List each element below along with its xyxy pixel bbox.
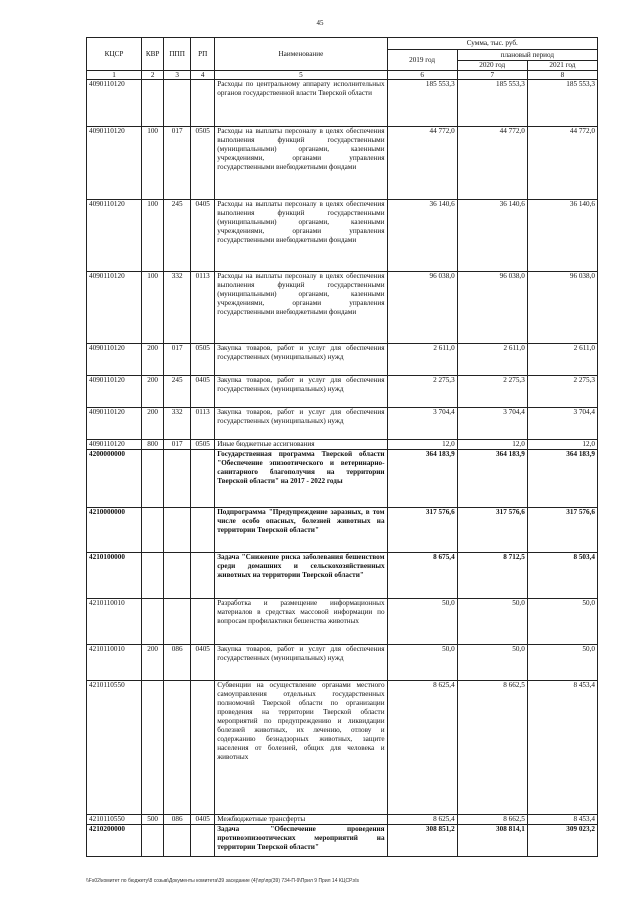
table-row (87, 681, 598, 815)
value-2021-cell: 44 772,0 (527, 127, 597, 200)
ppp-cell (164, 825, 191, 857)
kvr-cell: 500 (142, 815, 164, 825)
value-2019-cell: 96 038,0 (387, 272, 457, 344)
value-2020-cell: 36 140,6 (457, 200, 527, 272)
value-2019-cell: 8 625,4 (387, 681, 457, 815)
value-2020-cell: 2 275,3 (457, 376, 527, 408)
value-2021-cell: 2 275,3 (527, 376, 597, 408)
ppp-cell (164, 599, 191, 645)
table-row (87, 508, 598, 553)
value-2020-cell: 50,0 (457, 645, 527, 681)
value-2021-cell: 364 183,9 (527, 450, 597, 508)
kcsr-cell: 4090110120 (87, 127, 142, 200)
table-header (87, 38, 598, 71)
kvr-cell (142, 599, 164, 645)
ppp-cell: 086 (164, 645, 191, 681)
value-2021-cell: 50,0 (527, 645, 597, 681)
kcsr-cell: 4210110010 (87, 645, 142, 681)
kcsr-cell: 4210110550 (87, 681, 142, 815)
table-row (87, 450, 598, 508)
value-2019-cell: 2 611,0 (387, 344, 457, 376)
kvr-cell: 100 (142, 272, 164, 344)
kcsr-cell: 4200000000 (87, 450, 142, 508)
rp-cell (191, 681, 215, 815)
header-ppp: ППП (164, 38, 191, 71)
value-2019-cell: 12,0 (387, 440, 457, 450)
value-2019-cell: 364 183,9 (387, 450, 457, 508)
value-2020-cell: 308 814,1 (457, 825, 527, 857)
kcsr-cell: 4210110010 (87, 599, 142, 645)
value-2020-cell: 50,0 (457, 599, 527, 645)
rp-cell: 0113 (191, 272, 215, 344)
column-index: 5 (215, 71, 387, 80)
kvr-cell: 200 (142, 645, 164, 681)
kvr-cell (142, 553, 164, 599)
name-cell: Закупка товаров, работ и услуг для обеспечения государственных (муниципальных) нужд (215, 645, 387, 681)
header-kvr: КВР (142, 38, 164, 71)
value-2019-cell: 36 140,6 (387, 200, 457, 272)
kvr-cell: 100 (142, 200, 164, 272)
header-year-2019: 2019 год (387, 50, 457, 71)
table-row (87, 599, 598, 645)
kcsr-cell: 4090110120 (87, 408, 142, 440)
ppp-cell: 245 (164, 200, 191, 272)
value-2020-cell: 8 662,5 (457, 815, 527, 825)
table-row (87, 80, 598, 127)
rp-cell: 0505 (191, 127, 215, 200)
table-row (87, 127, 598, 200)
rp-cell (191, 80, 215, 127)
ppp-cell: 332 (164, 272, 191, 344)
rp-cell: 0505 (191, 440, 215, 450)
value-2020-cell: 8 712,5 (457, 553, 527, 599)
header-name: Наименование (215, 38, 387, 71)
name-cell: Задача "Снижение риска заболевания бешенством среди домашних и сельскохозяйственных животных на территории Тверской области" (215, 553, 387, 599)
value-2021-cell: 185 553,3 (527, 80, 597, 127)
ppp-cell: 086 (164, 815, 191, 825)
kcsr-cell: 4090110120 (87, 344, 142, 376)
name-cell: Задача "Обеспечение проведения противоэпизоотических мероприятий на территории Тверской области" (215, 825, 387, 857)
name-cell: Межбюджетные трансферты (215, 815, 387, 825)
value-2021-cell: 8 453,4 (527, 815, 597, 825)
rp-cell (191, 599, 215, 645)
value-2019-cell: 2 275,3 (387, 376, 457, 408)
ppp-cell (164, 450, 191, 508)
value-2019-cell: 50,0 (387, 645, 457, 681)
header-planned-period: плановый период (457, 50, 597, 61)
kcsr-cell: 4090110120 (87, 272, 142, 344)
value-2021-cell: 3 704,4 (527, 408, 597, 440)
table-row (87, 272, 598, 344)
value-2021-cell: 317 576,6 (527, 508, 597, 553)
value-2021-cell: 309 023,2 (527, 825, 597, 857)
kvr-cell: 100 (142, 127, 164, 200)
kcsr-cell: 4210000000 (87, 508, 142, 553)
name-cell: Расходы на выплаты персоналу в целях обеспечения выполнения функций государственными (муниципальными) органами, казенными учреждениями, органами управления государственными внебюджетными фондами (215, 200, 387, 272)
table-row (87, 815, 598, 825)
table-row (87, 344, 598, 376)
value-2020-cell: 185 553,3 (457, 80, 527, 127)
name-cell: Расходы на выплаты персоналу в целях обеспечения выполнения функций государственными (муниципальными) органами, казенными учреждениями, органами управления государственными внебюджетными фондами (215, 127, 387, 200)
column-index: 4 (191, 71, 215, 80)
ppp-cell (164, 508, 191, 553)
rp-cell: 0405 (191, 645, 215, 681)
ppp-cell (164, 80, 191, 127)
kcsr-cell: 4090110120 (87, 80, 142, 127)
value-2021-cell: 36 140,6 (527, 200, 597, 272)
header-rp: РП (191, 38, 215, 71)
kvr-cell (142, 825, 164, 857)
kcsr-cell: 4210110550 (87, 815, 142, 825)
column-index: 1 (87, 71, 142, 80)
name-cell: Расходы на выплаты персоналу в целях обеспечения выполнения функций государственными (муниципальными) органами, казенными учреждениями, органами управления государственными внебюджетными фондами (215, 272, 387, 344)
kvr-cell: 200 (142, 344, 164, 376)
value-2020-cell: 2 611,0 (457, 344, 527, 376)
column-index: 2 (142, 71, 164, 80)
name-cell: Разработка и размещение информационных материалов в средствах массовой информации по вопросам профилактики бешенства животных (215, 599, 387, 645)
header-kcsr: КЦСР (87, 38, 142, 71)
table-body (87, 71, 598, 857)
value-2020-cell: 96 038,0 (457, 272, 527, 344)
kvr-cell (142, 508, 164, 553)
name-cell: Закупка товаров, работ и услуг для обеспечения государственных (муниципальных) нужд (215, 344, 387, 376)
file-path-footer: \\Fs02\комитет по бюджету\8 созыв\Документы комитета\39 заседание (4)\пр\пр(39) 734-П-9\Прил 9 Прил 14 КЦСР.xls (86, 878, 359, 884)
kvr-cell (142, 80, 164, 127)
kcsr-cell: 4210100000 (87, 553, 142, 599)
page-number: 45 (316, 19, 324, 27)
value-2021-cell: 2 611,0 (527, 344, 597, 376)
value-2020-cell: 44 772,0 (457, 127, 527, 200)
rp-cell (191, 553, 215, 599)
value-2020-cell: 317 576,6 (457, 508, 527, 553)
table-row (87, 200, 598, 272)
rp-cell (191, 450, 215, 508)
value-2020-cell: 3 704,4 (457, 408, 527, 440)
budget-table (86, 37, 598, 857)
rp-cell: 0505 (191, 344, 215, 376)
ppp-cell (164, 553, 191, 599)
column-index-row (87, 71, 598, 80)
value-2019-cell: 8 675,4 (387, 553, 457, 599)
value-2020-cell: 364 183,9 (457, 450, 527, 508)
name-cell: Подпрограмма "Предупреждение заразных, в том числе особо опасных, болезней животных на территории Тверской области" (215, 508, 387, 553)
value-2021-cell: 50,0 (527, 599, 597, 645)
name-cell: Закупка товаров, работ и услуг для обеспечения государственных (муниципальных) нужд (215, 408, 387, 440)
kvr-cell: 800 (142, 440, 164, 450)
name-cell: Расходы по центральному аппарату исполнительных органов государственной власти Тверской области (215, 80, 387, 127)
column-index: 3 (164, 71, 191, 80)
kcsr-cell: 4090110120 (87, 200, 142, 272)
name-cell: Иные бюджетные ассигнования (215, 440, 387, 450)
value-2019-cell: 185 553,3 (387, 80, 457, 127)
ppp-cell: 245 (164, 376, 191, 408)
kvr-cell (142, 450, 164, 508)
rp-cell: 0405 (191, 815, 215, 825)
column-index: 8 (527, 71, 597, 80)
value-2019-cell: 44 772,0 (387, 127, 457, 200)
kvr-cell: 200 (142, 408, 164, 440)
name-cell: Субвенции на осуществление органами местного самоуправления отдельных государственных полномочий Тверской области по организации проведения на территории Тверской области мероприятий по предупреждению и ликвидации болезней животных, их лечению, отлову и содержанию безнадзорных животных, защите населения от болезней, общих для человека и животных (215, 681, 387, 815)
header-sum: Сумма, тыс. руб. (387, 38, 597, 50)
table-row (87, 825, 598, 857)
value-2020-cell: 12,0 (457, 440, 527, 450)
kvr-cell: 200 (142, 376, 164, 408)
table-row (87, 645, 598, 681)
table-row (87, 376, 598, 408)
header-year-2020: 2020 год (457, 61, 527, 71)
kcsr-cell: 4210200000 (87, 825, 142, 857)
rp-cell (191, 825, 215, 857)
kcsr-cell: 4090110120 (87, 440, 142, 450)
value-2019-cell: 308 851,2 (387, 825, 457, 857)
table-row (87, 408, 598, 440)
name-cell: Закупка товаров, работ и услуг для обеспечения государственных (муниципальных) нужд (215, 376, 387, 408)
ppp-cell: 332 (164, 408, 191, 440)
column-index: 6 (387, 71, 457, 80)
value-2021-cell: 12,0 (527, 440, 597, 450)
value-2020-cell: 8 662,5 (457, 681, 527, 815)
value-2021-cell: 8 453,4 (527, 681, 597, 815)
kvr-cell (142, 681, 164, 815)
rp-cell: 0405 (191, 376, 215, 408)
column-index: 7 (457, 71, 527, 80)
name-cell: Государственная программа Тверской области "Обеспечение эпизоотического и ветеринарно-санитарного благополучия на территории Тверской области" на 2017 - 2022 годы (215, 450, 387, 508)
rp-cell: 0113 (191, 408, 215, 440)
ppp-cell: 017 (164, 344, 191, 376)
value-2021-cell: 8 503,4 (527, 553, 597, 599)
header-year-2021: 2021 год (527, 61, 597, 71)
rp-cell (191, 508, 215, 553)
ppp-cell: 017 (164, 127, 191, 200)
rp-cell: 0405 (191, 200, 215, 272)
value-2019-cell: 317 576,6 (387, 508, 457, 553)
value-2019-cell: 3 704,4 (387, 408, 457, 440)
value-2019-cell: 50,0 (387, 599, 457, 645)
table-row (87, 440, 598, 450)
table-row (87, 553, 598, 599)
value-2021-cell: 96 038,0 (527, 272, 597, 344)
kcsr-cell: 4090110120 (87, 376, 142, 408)
ppp-cell (164, 681, 191, 815)
ppp-cell: 017 (164, 440, 191, 450)
value-2019-cell: 8 625,4 (387, 815, 457, 825)
